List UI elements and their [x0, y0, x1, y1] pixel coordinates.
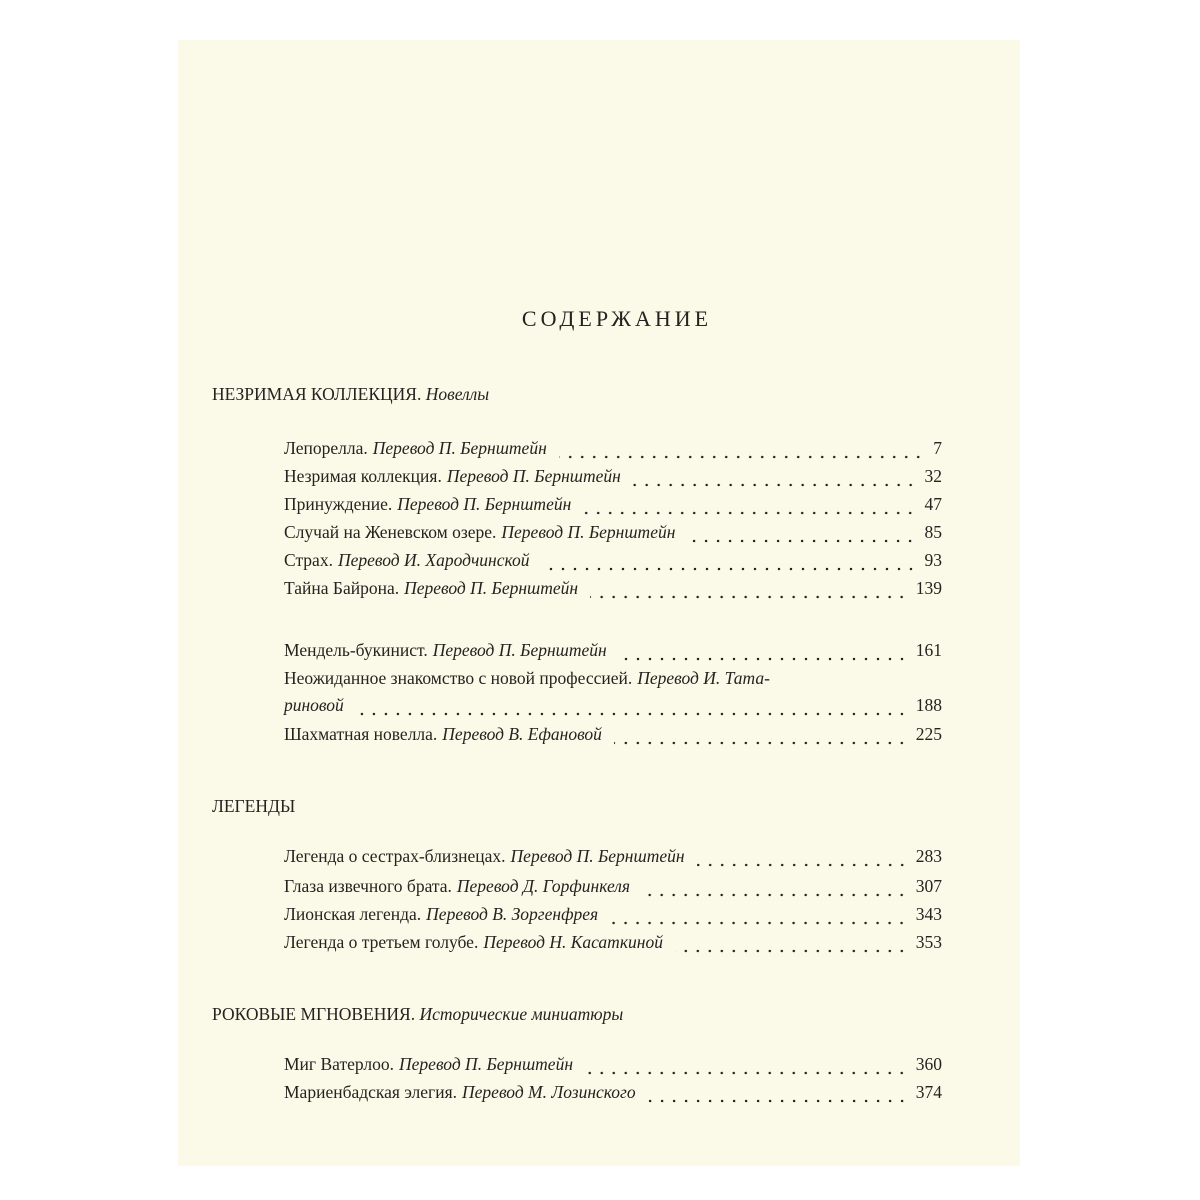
- section-title-3: [212, 1004, 623, 1025]
- entry-page-number: 353: [915, 932, 942, 952]
- entry-page-number: 85: [924, 522, 942, 542]
- entry-page-number: 360: [915, 1054, 942, 1074]
- dot-leader: [590, 595, 908, 599]
- dot-leader: [619, 657, 908, 661]
- dot-leader: [559, 455, 924, 459]
- dot-leader: [583, 511, 916, 515]
- toc-entry[interactable]: [284, 1054, 942, 1080]
- toc-entry[interactable]: [284, 876, 942, 902]
- entry-title: Глаза извечного брата.: [284, 876, 452, 896]
- entry-translator: Перевод И. Хародчинской: [337, 550, 530, 570]
- toc-entry[interactable]: [284, 1082, 942, 1108]
- entry-page-number: 32: [924, 466, 942, 486]
- toc-entry[interactable]: [284, 438, 942, 464]
- entry-translator-continued: риновой: [284, 695, 344, 715]
- dot-leader: [614, 741, 908, 745]
- toc-entry[interactable]: [284, 550, 942, 576]
- entry-page-number: 307: [915, 876, 942, 896]
- entry-title: Лионская легенда.: [284, 904, 422, 924]
- toc-entry[interactable]: [284, 494, 942, 520]
- dot-leader: [356, 712, 908, 716]
- entry-title: Мариенбадская элегия.: [284, 1082, 458, 1102]
- entry-page-number: 343: [915, 904, 942, 924]
- book-page: [178, 40, 1020, 1166]
- entry-title: Тайна Байрона.: [284, 578, 400, 598]
- section-subtitle: Исторические миниатюры: [419, 1004, 624, 1024]
- entry-title: Случай на Женевском озере.: [284, 522, 497, 542]
- section-title-1: [212, 384, 489, 405]
- entry-translator: Перевод П. Бернштейн: [501, 522, 676, 542]
- entry-title: Принуждение.: [284, 494, 393, 514]
- entry-page-number: 139: [915, 578, 942, 598]
- entry-translator: Перевод П. Бернштейн: [372, 438, 547, 458]
- entry-translator: Перевод П. Бернштейн: [446, 466, 621, 486]
- toc-entry[interactable]: [284, 640, 942, 666]
- entry-page-number: 47: [924, 494, 942, 514]
- dot-leader: [687, 539, 916, 543]
- section-name: РОКОВЫЕ МГНОВЕНИЯ.: [212, 1004, 416, 1024]
- dot-leader: [542, 567, 917, 571]
- entry-translator: Перевод П. Бернштейн: [432, 640, 607, 660]
- entry-page-number: 374: [915, 1082, 942, 1102]
- dot-leader: [642, 893, 908, 897]
- entry-title: Лепорелла.: [284, 438, 368, 458]
- entry-title: Незримая коллекция.: [284, 466, 442, 486]
- entry-page-number: 93: [924, 550, 942, 570]
- toc-entry[interactable]: [284, 846, 942, 872]
- entry-translator: Перевод В. Ефановой: [442, 724, 602, 744]
- section-name: НЕЗРИМАЯ КОЛЛЕКЦИЯ.: [212, 384, 422, 404]
- toc-entry[interactable]: [284, 668, 942, 721]
- entry-title: Миг Ватерлоо.: [284, 1054, 395, 1074]
- section-title-2: [212, 796, 295, 817]
- entry-page-number: 161: [915, 640, 942, 660]
- dot-leader: [648, 1099, 908, 1103]
- entry-title: Шахматная новелла.: [284, 724, 438, 744]
- entry-title: Страх.: [284, 550, 333, 570]
- entry-title: Легенда о третьем голубе.: [284, 932, 479, 952]
- entry-page-number: 7: [933, 438, 942, 458]
- toc-entry[interactable]: [284, 932, 942, 958]
- entry-translator: Перевод В. Зоргенфрея: [426, 904, 599, 924]
- entry-title: Легенда о сестрах-близнецах.: [284, 846, 506, 866]
- dot-leader: [675, 949, 908, 953]
- entry-translator: Перевод П. Бернштейн: [399, 1054, 574, 1074]
- entry-translator: Перевод М. Лозинского: [462, 1082, 636, 1102]
- entry-page-number: 283: [915, 846, 942, 866]
- entry-title: Мендель-букинист.: [284, 640, 428, 660]
- entry-translator: Перевод П. Бернштейн: [510, 846, 685, 866]
- toc-entry[interactable]: [284, 466, 942, 492]
- toc-entry[interactable]: [284, 522, 942, 548]
- section-name: ЛЕГЕНДЫ: [212, 796, 296, 816]
- toc-entry[interactable]: [284, 904, 942, 930]
- dot-leader: [610, 921, 908, 925]
- entry-title: Неожиданное знакомство с новой профессией.: [284, 668, 633, 688]
- toc-entry[interactable]: [284, 578, 942, 604]
- entry-translator: Перевод И. Тата-: [637, 668, 770, 688]
- section-subtitle: Новеллы: [425, 384, 490, 404]
- dot-leader: [633, 483, 917, 487]
- dot-leader: [585, 1071, 908, 1075]
- entry-page-number: 188: [915, 695, 942, 715]
- dot-leader: [697, 863, 908, 867]
- page-heading: СОДЕРЖАНИЕ: [521, 306, 713, 331]
- toc-entry[interactable]: [284, 724, 942, 750]
- entry-translator: Перевод П. Бернштейн: [404, 578, 579, 598]
- entry-translator: Перевод П. Бернштейн: [397, 494, 572, 514]
- entry-translator: Перевод Н. Касаткиной: [483, 932, 663, 952]
- entry-page-number: 225: [915, 724, 942, 744]
- entry-translator: Перевод Д. Горфинкеля: [456, 876, 631, 896]
